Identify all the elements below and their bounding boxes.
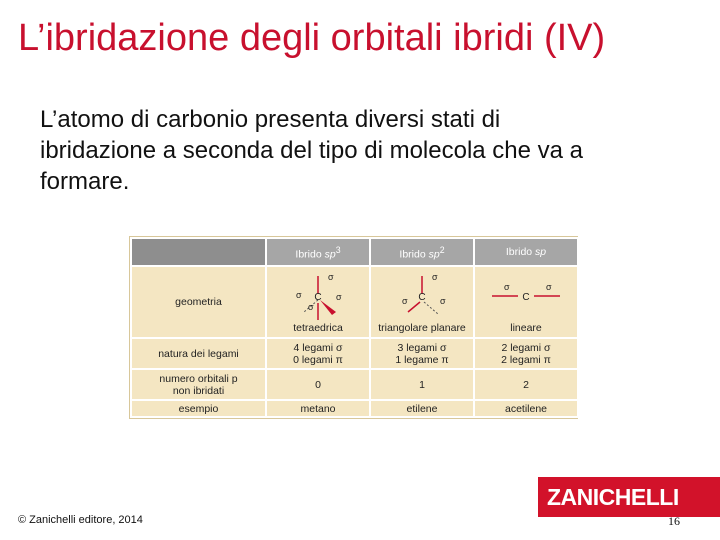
p-orbitals-sp: 2 — [474, 369, 578, 400]
svg-text:σ: σ — [546, 282, 552, 292]
slide-title: L’ibridazione degli orbitali ibridi (IV) — [18, 17, 606, 59]
linear-diagram — [478, 270, 574, 324]
example-sp3: metano — [266, 400, 370, 417]
bonds-sp2: 3 legami σ 1 legame π — [370, 338, 474, 369]
geometry-label-sp2: triangolare planare — [378, 322, 466, 334]
example-sp2: etilene — [370, 400, 474, 417]
atom-label: C — [418, 292, 426, 303]
table-corner-header — [131, 238, 266, 266]
row-label-esempio: esempio — [131, 400, 266, 417]
p-orbitals-sp3: 0 — [266, 369, 370, 400]
header-sp3: Ibrido $sp^3$ — [266, 238, 370, 266]
row-label-geometria: geometria — [131, 266, 266, 338]
header-sp2: Ibrido $sp^2$ — [370, 238, 474, 266]
page-number: 16 — [668, 514, 680, 528]
geometry-label-sp: lineare — [510, 322, 542, 334]
geometry-label-sp3: tetraedrica — [293, 322, 343, 334]
row-label-natura: natura dei legami — [131, 338, 266, 369]
row-label-orbitali: numero orbitali p non ibridati — [131, 369, 266, 400]
svg-text:σ: σ — [440, 296, 446, 306]
bonds-sp: 2 legami σ 2 legami π — [474, 338, 578, 369]
hybridization-table — [129, 236, 578, 419]
trigonal-planar-diagram — [374, 270, 470, 324]
svg-text:σ: σ — [402, 296, 408, 306]
p-orbitals-sp2: 1 — [370, 369, 474, 400]
slide-body-text: L’atomo di carbonio presenta diversi stati di ibridazione a seconda del tipo di molecola che va a formare. — [40, 106, 584, 195]
svg-text:σ: σ — [296, 290, 302, 300]
svg-text:σ: σ — [308, 302, 314, 312]
geometry-sp2 — [370, 266, 474, 338]
svg-text:σ: σ — [336, 292, 342, 302]
svg-text:σ: σ — [432, 272, 438, 282]
atom-label: C — [314, 292, 322, 303]
tetrahedral-diagram — [270, 270, 366, 324]
geometry-sp — [474, 266, 578, 338]
example-sp: acetilene — [474, 400, 578, 417]
zanichelli-logo: ZANICHELLI — [538, 477, 720, 517]
copyright-footer: © Zanichelli editore, 2014 — [18, 514, 143, 526]
bonds-sp3: 4 legami σ 0 legami π — [266, 338, 370, 369]
header-sp: Ibrido sp — [474, 238, 578, 266]
geometry-sp3 — [266, 266, 370, 338]
svg-text:σ: σ — [504, 282, 510, 292]
atom-label: C — [522, 292, 530, 303]
svg-text:σ: σ — [328, 272, 334, 282]
